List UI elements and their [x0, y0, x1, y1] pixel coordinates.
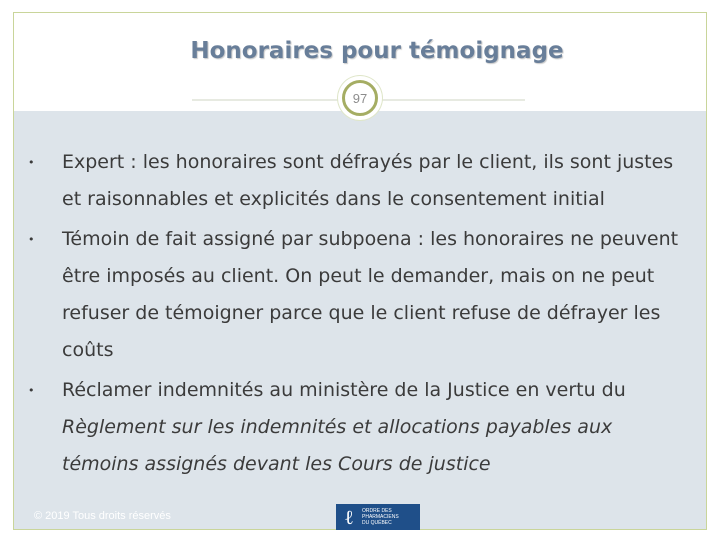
bullet-list: [28, 144, 692, 483]
bullet-italic-text: Règlement sur les indemnités et allocations payables aux témoins assignés devant les Cours de justice: [62, 416, 613, 475]
bullet-item: [28, 221, 692, 369]
bullet-marker: •: [28, 156, 35, 169]
bullet-item: [28, 372, 692, 483]
logo-text-line: DU QUÉBEC: [362, 520, 392, 526]
logo: [336, 504, 420, 530]
bullet-text: : les honoraires ne peuvent être imposés au client. On peut le demander, mais on ne peut refuser de témoigner parce que le client refuse de défrayer les coûts: [62, 228, 679, 361]
bullet-text: Réclamer indemnités au ministère de la Justice en vertu du: [62, 379, 626, 401]
slide-number: 97: [342, 80, 378, 116]
slide-number-badge: [338, 76, 382, 120]
bullet-lead: Témoin de fait assigné par subpoena: [62, 228, 412, 250]
bullet-item: [28, 144, 692, 218]
logo-mark-icon: ℓ: [344, 505, 354, 529]
logo-text-line: PHARMACIENS: [362, 514, 399, 520]
bullet-marker: •: [28, 384, 35, 397]
logo-text-line: ORDRE DES: [362, 508, 392, 514]
copyright-text: © 2019 Tous droits réservés: [34, 510, 171, 522]
logo-text: [362, 508, 399, 526]
bullet-text: : les honoraires sont défrayés par le client, ils sont justes et raisonnables et explicités dans le consentement initial: [62, 151, 674, 210]
bullet-marker: •: [28, 233, 35, 246]
bullet-lead: Expert: [62, 151, 125, 173]
slide-title: Honoraires pour témoignage: [190, 38, 564, 64]
